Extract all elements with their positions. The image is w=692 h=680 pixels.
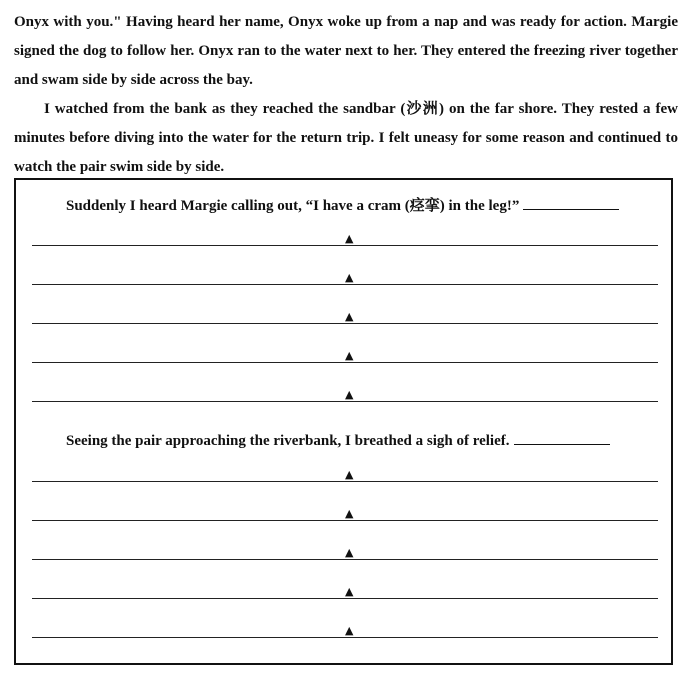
- answer-line[interactable]: [32, 624, 658, 638]
- triangle-marker-icon: ▲: [345, 546, 354, 559]
- triangle-marker-icon: ▲: [345, 507, 354, 520]
- answer-line[interactable]: [32, 388, 658, 402]
- passage-paragraph-1: Onyx with you." Having heard her name, Onyx woke up from a nap and was ready for action. Margie signed the dog to follow her. Onyx ran to the water next to her. They entered the freezing river together and swam side by side across the bay.: [14, 14, 678, 88]
- reading-passage: [14, 8, 678, 182]
- answer-line[interactable]: [32, 468, 658, 482]
- paragraph-2-prompt: [66, 430, 610, 450]
- triangle-marker-icon: ▲: [345, 232, 354, 245]
- paragraph-1-prompt-text: Suddenly I heard Margie calling out, “I have a cram (痉挛) in the leg!”: [66, 198, 520, 214]
- answer-line[interactable]: [32, 271, 658, 285]
- answer-line[interactable]: [32, 507, 658, 521]
- triangle-marker-icon: ▲: [345, 388, 354, 401]
- triangle-marker-icon: ▲: [345, 468, 354, 481]
- triangle-marker-icon: ▲: [345, 585, 354, 598]
- passage-paragraph-2: I watched from the bank as they reached the sandbar (沙洲) on the far shore. They rested a few minutes before diving into the water for the return trip. I felt uneasy for some reason and continued to watch the pair swim side by side.: [14, 101, 678, 175]
- triangle-marker-icon: ▲: [345, 310, 354, 323]
- answer-line[interactable]: [32, 310, 658, 324]
- answer-line[interactable]: [32, 546, 658, 560]
- triangle-marker-icon: ▲: [345, 349, 354, 362]
- answer-line[interactable]: [32, 349, 658, 363]
- triangle-marker-icon: ▲: [345, 271, 354, 284]
- triangle-marker-icon: ▲: [345, 624, 354, 637]
- answer-line[interactable]: [32, 585, 658, 599]
- writing-answer-box: [14, 178, 673, 665]
- prompt-blank: [514, 430, 610, 445]
- prompt-blank: [523, 195, 619, 210]
- paragraph-2-prompt-text: Seeing the pair approaching the riverbank, I breathed a sigh of relief.: [66, 433, 510, 449]
- paragraph-1-prompt: [66, 194, 619, 215]
- answer-line[interactable]: [32, 232, 658, 246]
